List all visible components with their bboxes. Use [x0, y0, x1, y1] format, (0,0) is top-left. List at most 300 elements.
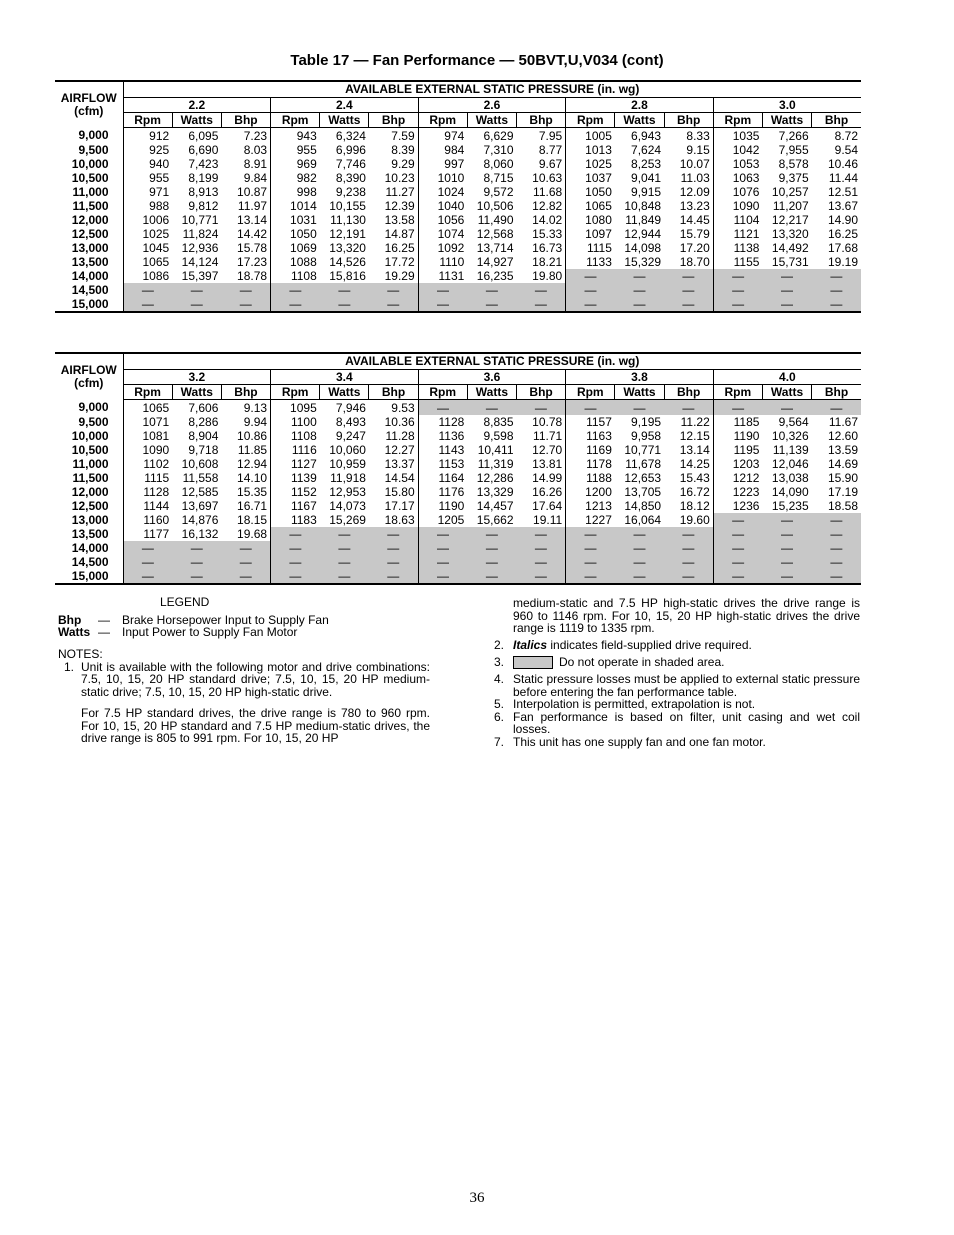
data-cell: —	[467, 283, 516, 297]
legend-abbr: Watts	[58, 625, 91, 639]
note-number: 2.	[494, 637, 505, 652]
data-cell: 19.60	[664, 513, 713, 527]
data-cell: —	[615, 541, 664, 555]
data-cell: 13.81	[517, 457, 566, 471]
data-cell: —	[566, 569, 615, 584]
data-cell: 11.27	[369, 185, 418, 199]
fan-performance-table-1	[55, 80, 861, 313]
data-cell: 14,124	[181, 254, 219, 269]
data-cell: —	[320, 541, 369, 555]
column-header: Rpm	[418, 113, 467, 128]
data-cell: 6,690	[188, 142, 219, 157]
data-cell: 1138	[733, 240, 760, 255]
data-cell: 19.80	[517, 269, 566, 283]
data-cell: 10,060	[329, 442, 366, 457]
data-cell: 9.84	[221, 171, 270, 185]
data-cell: 14.45	[664, 213, 713, 227]
data-cell: 9,564	[778, 414, 809, 429]
data-cell: —	[467, 400, 516, 416]
data-cell: 7,310	[483, 142, 514, 157]
data-cell: 8,904	[188, 428, 219, 443]
column-header: Watts	[172, 385, 221, 400]
data-cell: 9.53	[369, 400, 418, 416]
data-cell: 9,375	[778, 170, 809, 185]
data-cell: 15.80	[369, 485, 418, 499]
data-cell: 1188	[586, 470, 612, 485]
airflow-cell: 12,000	[55, 485, 123, 499]
data-cell: —	[467, 541, 516, 555]
airflow-cell: 13,000	[55, 513, 123, 527]
column-header: Rpm	[713, 113, 762, 128]
legend-item	[58, 625, 297, 639]
data-cell: —	[664, 297, 713, 312]
data-cell: —	[123, 541, 172, 555]
data-cell: 1178	[586, 456, 612, 471]
note-1	[58, 661, 430, 699]
data-cell: —	[713, 541, 762, 555]
data-cell: 9,598	[483, 428, 514, 443]
data-cell: 11.03	[664, 171, 713, 185]
data-cell: 10.23	[369, 171, 418, 185]
data-cell: —	[418, 400, 467, 416]
data-cell: —	[221, 541, 270, 555]
data-cell: —	[123, 297, 172, 312]
data-cell: —	[418, 569, 467, 584]
note-text: Fan performance is based on filter, unit casing and wet coil losses.	[513, 709, 860, 737]
data-cell: —	[713, 297, 762, 312]
data-cell: —	[517, 555, 566, 569]
data-cell: 7,946	[335, 400, 366, 415]
note-7	[494, 736, 860, 749]
data-cell: 1104	[733, 212, 760, 227]
airflow-cell: 10,000	[55, 157, 123, 171]
data-cell: 12.51	[827, 184, 858, 199]
data-cell: 11.44	[828, 170, 858, 185]
data-cell: 1200	[585, 484, 612, 499]
esp-header: AVAILABLE EXTERNAL STATIC PRESSURE (in. wg)	[123, 353, 861, 370]
column-header: Rpm	[123, 385, 172, 400]
data-cell: 13,697	[181, 498, 219, 513]
data-cell: 10.63	[517, 171, 566, 185]
data-cell: 912	[149, 128, 170, 143]
data-cell: 8,835	[483, 414, 514, 429]
legend-dash: —	[98, 625, 110, 639]
data-cell: —	[812, 555, 861, 569]
airflow-cell: 9,500	[55, 415, 123, 429]
data-cell: 1143	[438, 442, 465, 457]
data-cell: —	[664, 269, 713, 283]
pressure-header: 3.2	[123, 370, 271, 385]
data-cell: 1080	[585, 212, 612, 227]
data-cell: 15,816	[329, 268, 366, 283]
data-cell: 9,195	[631, 414, 662, 429]
data-cell: 7.59	[369, 128, 418, 144]
data-cell: —	[566, 269, 615, 283]
note-2	[494, 639, 860, 652]
airflow-cell: 13,000	[55, 241, 123, 255]
data-cell: —	[762, 297, 811, 312]
data-cell: 10,506	[476, 198, 514, 213]
data-cell: 1223	[732, 484, 760, 499]
data-cell: 19.68	[221, 527, 270, 541]
data-cell: —	[271, 527, 320, 541]
note-number: 7.	[494, 734, 505, 749]
data-cell: 1116	[291, 442, 317, 457]
data-cell: —	[418, 527, 467, 541]
data-cell: 1203	[732, 456, 760, 471]
column-header: Watts	[467, 113, 516, 128]
column-header: Watts	[320, 113, 369, 128]
data-cell: 8.03	[221, 143, 270, 157]
data-cell: 10.87	[221, 185, 270, 199]
data-cell: —	[320, 555, 369, 569]
data-cell: 14.25	[664, 457, 713, 471]
data-cell: —	[615, 269, 664, 283]
data-cell: 12.09	[664, 185, 713, 199]
data-cell: —	[566, 541, 615, 555]
data-cell: 9.94	[221, 415, 270, 429]
data-cell: 1069	[290, 240, 317, 255]
data-cell: —	[221, 569, 270, 584]
data-cell: 10.86	[221, 429, 270, 443]
pressure-header: 3.0	[713, 98, 861, 113]
data-cell: 14,492	[771, 240, 809, 255]
data-cell: —	[664, 283, 713, 297]
data-cell: 18.63	[369, 513, 418, 527]
column-header: Bhp	[221, 113, 270, 128]
table-row	[55, 241, 861, 255]
data-cell: —	[615, 527, 664, 541]
data-cell: —	[172, 555, 221, 569]
data-cell: 9,958	[631, 428, 662, 443]
data-cell: —	[615, 555, 664, 569]
data-cell: 1190	[438, 498, 465, 513]
data-cell: —	[664, 569, 713, 584]
column-header: Bhp	[812, 385, 861, 400]
table-row	[55, 199, 861, 213]
data-cell: 14.99	[517, 471, 566, 485]
data-cell: —	[467, 527, 516, 541]
column-header: Watts	[615, 113, 664, 128]
data-cell: 15,329	[624, 254, 662, 269]
data-cell: 9,915	[631, 184, 662, 199]
data-cell: 17.68	[827, 240, 858, 255]
data-cell: 14.54	[369, 471, 418, 485]
data-cell: 10,771	[181, 212, 219, 227]
data-cell: 988	[149, 198, 170, 213]
data-cell: —	[418, 297, 467, 312]
data-cell: 13,320	[771, 226, 809, 241]
data-cell: 984	[444, 142, 465, 157]
data-cell: —	[369, 541, 418, 555]
pressure-header-row	[55, 98, 861, 113]
data-cell: 10.07	[664, 157, 713, 171]
notes-right-column	[494, 597, 860, 748]
data-cell: 15,235	[771, 498, 809, 513]
data-cell: 1110	[439, 254, 465, 269]
data-cell: 12,286	[476, 470, 514, 485]
data-cell: 19.29	[369, 269, 418, 283]
data-cell: 1024	[437, 184, 465, 199]
table-row	[55, 499, 861, 513]
note-5	[494, 698, 860, 711]
data-cell: —	[517, 541, 566, 555]
data-cell: —	[467, 569, 516, 584]
airflow-cell: 12,500	[55, 227, 123, 241]
data-cell: 997	[444, 156, 465, 171]
table-row	[55, 443, 861, 457]
data-cell: 9.29	[369, 157, 418, 171]
data-cell: 13,705	[624, 484, 662, 499]
data-cell: 15.33	[517, 227, 566, 241]
data-cell: 1128	[438, 414, 465, 429]
data-cell: —	[271, 569, 320, 584]
data-cell: —	[812, 297, 861, 312]
note-text: Unit is available with the following motor and drive combinations: 7.5, 10, 15, 20 HP standard drive; 7.5, 10, 15, 20 HP medium-static drive; 7.5, 10, 15, 20 HP high-static drive.	[81, 659, 430, 699]
data-cell: 7,423	[188, 156, 219, 171]
data-cell: 18.21	[517, 255, 566, 269]
data-cell: 1164	[438, 470, 465, 485]
data-cell: 12,653	[624, 470, 662, 485]
data-cell: 971	[149, 184, 170, 199]
data-cell: 1115	[144, 470, 170, 485]
data-cell: 14,526	[329, 254, 366, 269]
data-cell: 16.73	[517, 241, 566, 255]
data-cell: —	[812, 283, 861, 297]
note-number: 4.	[494, 672, 505, 687]
data-cell: 16.71	[221, 499, 270, 513]
data-cell: 11,678	[625, 456, 662, 471]
data-cell: 14,090	[771, 484, 809, 499]
column-header: Bhp	[369, 113, 418, 128]
column-header: Watts	[467, 385, 516, 400]
data-cell: 8,286	[188, 414, 219, 429]
data-cell: 11.22	[664, 415, 713, 429]
data-cell: 1040	[437, 198, 465, 213]
data-cell: —	[762, 269, 811, 283]
data-cell: 8,493	[335, 414, 366, 429]
note-text: Do not operate in shaded area.	[559, 655, 725, 669]
data-cell: —	[172, 297, 221, 312]
table-row	[55, 269, 861, 283]
data-cell: —	[221, 297, 270, 312]
column-header: Watts	[762, 385, 811, 400]
data-cell: —	[467, 555, 516, 569]
data-cell: 11,918	[330, 470, 366, 485]
data-cell: 10.46	[827, 156, 858, 171]
data-cell: —	[664, 541, 713, 555]
data-cell: 13.37	[369, 457, 418, 471]
data-cell: 12.60	[827, 428, 858, 443]
data-cell: 1031	[290, 212, 317, 227]
data-cell: 12.27	[369, 443, 418, 457]
column-header: Rpm	[271, 385, 320, 400]
data-cell: 11.68	[517, 185, 566, 199]
airflow-cell: 10,500	[55, 443, 123, 457]
data-cell: —	[566, 283, 615, 297]
page-number: 36	[469, 1190, 485, 1206]
data-cell: —	[221, 283, 270, 297]
data-cell: 1065	[585, 198, 612, 213]
data-cell: 10,411	[477, 442, 514, 457]
data-cell: 8.91	[221, 157, 270, 171]
data-cell: 1005	[585, 128, 612, 143]
data-cell: 11.97	[221, 199, 270, 213]
data-cell: 11,207	[772, 198, 809, 213]
data-cell: 8,390	[335, 170, 366, 185]
data-cell: 982	[296, 170, 317, 185]
data-cell: —	[320, 527, 369, 541]
data-cell: 18.12	[664, 499, 713, 513]
note-3	[494, 656, 860, 669]
data-cell: 1025	[585, 156, 612, 171]
data-cell: 1236	[732, 498, 760, 513]
data-cell: 14.69	[827, 456, 858, 471]
column-header: Rpm	[566, 385, 615, 400]
data-cell: —	[369, 555, 418, 569]
table-row	[55, 429, 861, 443]
data-cell: —	[320, 283, 369, 297]
data-cell: 1127	[290, 456, 317, 471]
column-header: Rpm	[418, 385, 467, 400]
note-number: 6.	[494, 709, 505, 724]
data-cell: 1045	[142, 240, 170, 255]
data-cell: —	[221, 555, 270, 569]
data-cell: 7,606	[188, 400, 219, 415]
data-cell: 1063	[732, 170, 760, 185]
data-cell: —	[566, 527, 615, 541]
data-cell: 1195	[733, 442, 760, 457]
data-cell: 8,578	[778, 156, 809, 171]
data-cell: 15.79	[664, 227, 713, 241]
note-1-continued: medium-static and 7.5 HP high-static drives the drive range is 960 to 1146 rpm. For 10, 15, 20 HP high-static drives the drive range is 1119 to 1335 rpm.	[513, 596, 860, 635]
note-number: 5.	[494, 697, 505, 712]
data-cell: 11,490	[477, 212, 514, 227]
pressure-header: 3.4	[271, 370, 419, 385]
data-cell: —	[812, 269, 861, 283]
data-cell: 1136	[438, 428, 465, 443]
data-cell: 19.19	[827, 254, 858, 269]
data-cell: 15,731	[771, 254, 809, 269]
data-cell: 12,568	[476, 226, 514, 241]
data-cell: 1133	[586, 254, 612, 269]
data-cell: 1071	[142, 414, 170, 429]
table-row	[55, 283, 861, 297]
data-cell: —	[762, 400, 811, 416]
data-cell: 1100	[290, 414, 317, 429]
data-cell: —	[713, 527, 762, 541]
table-row	[55, 513, 861, 527]
data-cell: 1108	[290, 428, 317, 443]
data-cell: 1167	[290, 498, 317, 513]
column-header: Bhp	[517, 113, 566, 128]
data-cell: 1056	[437, 212, 465, 227]
data-cell: —	[123, 283, 172, 297]
data-cell: —	[713, 269, 762, 283]
column-header: Bhp	[664, 385, 713, 400]
data-cell: —	[418, 541, 467, 555]
data-cell: 12,046	[771, 456, 809, 471]
data-cell: 10,608	[181, 456, 219, 471]
data-cell: 8,715	[483, 170, 514, 185]
data-cell: 969	[296, 156, 317, 171]
legend-text: Input Power to Supply Fan Motor	[122, 625, 298, 639]
table-row	[55, 555, 861, 569]
data-cell: 16.72	[664, 485, 713, 499]
data-cell: 16.25	[827, 226, 858, 241]
legend-abbr: Bhp	[58, 613, 82, 627]
data-cell: 1076	[732, 184, 760, 199]
data-cell: 7,266	[778, 128, 809, 143]
data-cell: 17.19	[827, 484, 858, 499]
airflow-cell: 11,500	[55, 471, 123, 485]
data-cell: 6,943	[631, 128, 662, 143]
column-header: Rpm	[271, 113, 320, 128]
data-cell: 12,936	[181, 240, 219, 255]
data-cell: —	[369, 283, 418, 297]
data-cell: 7.95	[517, 128, 566, 144]
data-cell: 16,132	[181, 526, 219, 541]
data-cell: 8,253	[631, 156, 662, 171]
data-cell: —	[664, 555, 713, 569]
data-cell: 1128	[143, 484, 170, 499]
data-cell: 1097	[585, 226, 612, 241]
data-cell: 1163	[586, 428, 612, 443]
table-row	[55, 227, 861, 241]
data-cell: 1169	[586, 442, 612, 457]
column-header: Watts	[320, 385, 369, 400]
airflow-cell: 14,000	[55, 541, 123, 555]
table-row	[55, 485, 861, 499]
airflow-cell: 12,500	[55, 499, 123, 513]
data-cell: 6,629	[483, 128, 514, 143]
data-cell: 12.94	[221, 457, 270, 471]
data-cell: —	[762, 283, 811, 297]
data-cell: 10,848	[624, 198, 662, 213]
data-cell: 11.71	[517, 429, 566, 443]
data-cell: 1081	[142, 428, 170, 443]
pressure-header: 3.6	[418, 370, 566, 385]
data-cell: 1212	[732, 470, 760, 485]
data-cell: 8.39	[369, 143, 418, 157]
data-cell: 1190	[733, 428, 760, 443]
data-cell: 1053	[732, 156, 760, 171]
data-cell: 13,320	[329, 240, 366, 255]
data-cell: —	[762, 513, 811, 527]
airflow-cell: 11,000	[55, 457, 123, 471]
data-cell: —	[320, 297, 369, 312]
data-cell: 925	[149, 142, 170, 157]
data-cell: —	[467, 297, 516, 312]
data-cell: 7,746	[335, 156, 366, 171]
data-cell: 955	[296, 142, 317, 157]
note-italic-word: Italics	[513, 637, 548, 652]
table-title: Table 17 — Fan Performance — 50BVT,U,V034 (cont)	[290, 52, 664, 69]
table-row	[55, 471, 861, 485]
data-cell: 15,662	[476, 512, 514, 527]
data-cell: 12,585	[181, 484, 219, 499]
data-cell: 12,944	[624, 226, 662, 241]
data-cell: —	[812, 400, 861, 416]
data-cell: 1090	[142, 442, 170, 457]
data-cell: 1108	[290, 268, 317, 283]
table-row	[55, 128, 861, 144]
data-cell: 13,329	[476, 484, 514, 499]
data-cell: 14.90	[827, 212, 858, 227]
data-cell: 1037	[585, 170, 612, 185]
data-cell: 16.26	[517, 485, 566, 499]
data-cell: 9.15	[664, 143, 713, 157]
